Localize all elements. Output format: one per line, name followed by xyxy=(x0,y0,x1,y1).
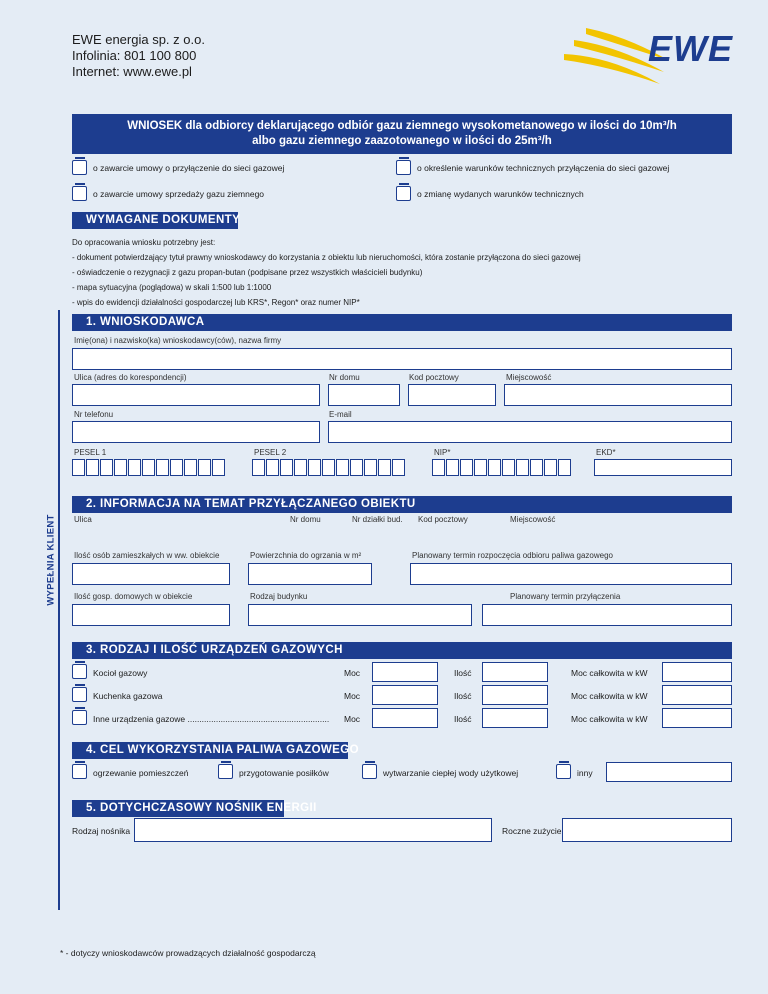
phone-input[interactable] xyxy=(72,421,320,443)
purpose-heating-checkbox[interactable] xyxy=(72,764,87,779)
pesel1-input[interactable] xyxy=(72,459,225,476)
carrier-input[interactable] xyxy=(134,818,492,842)
street-input[interactable] xyxy=(72,384,320,406)
other-total-input[interactable] xyxy=(662,708,732,728)
carrier-label: Rodzaj nośnika xyxy=(72,826,131,836)
company-hotline: Infolinia: 801 100 800 xyxy=(72,48,197,63)
purpose-label: inny xyxy=(577,768,593,778)
device-label: Kuchenka gazowa xyxy=(93,691,163,701)
option-technical-conditions-checkbox[interactable] xyxy=(396,160,411,175)
heated-area-label: Powierzchnia do ogrzania w m² xyxy=(250,551,362,560)
section1-heading: 1. WNIOSKODAWCA xyxy=(72,314,732,331)
section4-heading: 4. CEL WYKORZYSTANIA PALIWA GAZOWEGO xyxy=(72,742,348,759)
ewe-logo xyxy=(560,26,740,88)
stove-power-input[interactable] xyxy=(372,685,438,705)
logo-text: EWE xyxy=(648,28,734,69)
footnote: * - dotyczy wnioskodawców prowadzących działalność gospodarczą xyxy=(60,948,316,958)
purpose-other-checkbox[interactable] xyxy=(556,764,571,779)
device-stove-checkbox[interactable] xyxy=(72,687,87,702)
section5-heading: 5. DOTYCHCZASOWY NOŚNIK ENERGII xyxy=(72,800,284,817)
building-type-input[interactable] xyxy=(248,604,472,626)
qty-label: Ilość xyxy=(454,691,472,701)
ekd-input[interactable] xyxy=(594,459,732,476)
pesel2-label: PESEL 2 xyxy=(254,448,287,457)
title-line-2: albo gazu ziemnego zaazotowanego w ilości do 25m³/h xyxy=(252,135,552,147)
total-power-label: Moc całkowita w kW xyxy=(571,714,648,724)
other-qty-input[interactable] xyxy=(482,708,548,728)
city-input[interactable] xyxy=(504,384,732,406)
stove-qty-input[interactable] xyxy=(482,685,548,705)
pesel2-input[interactable] xyxy=(252,459,405,476)
connection-date-input[interactable] xyxy=(482,604,732,626)
device-label: Inne urządzenia gazowe ............................................................ xyxy=(93,714,330,724)
heated-area-input[interactable] xyxy=(248,563,372,585)
side-divider xyxy=(58,310,60,910)
title-line-1: WNIOSEK dla odbiorcy deklarującego odbiór gazu ziemnego wysokometanowego w ilości do 10m³/h xyxy=(127,120,677,132)
required-doc-item: - dokument potwierdzający tytuł prawny wnioskodawcy do korzystania z obiektu lub nieruchomości, która zostanie przyłączona do sieci gazowej xyxy=(72,253,581,262)
email-input[interactable] xyxy=(328,421,732,443)
object-house-no-label: Nr domu xyxy=(290,515,321,524)
street-label: Ulica (adres do korespondencji) xyxy=(74,373,187,382)
residents-label: Ilość osób zamieszkałych w ww. obiekcie xyxy=(74,551,220,560)
power-label: Moc xyxy=(344,668,361,678)
option-label: o zmianę wydanych warunków technicznych xyxy=(417,189,584,199)
applicant-name-input[interactable] xyxy=(72,348,732,370)
device-label: Kocioł gazowy xyxy=(93,668,148,678)
power-label: Moc xyxy=(344,714,361,724)
postal-code-input[interactable] xyxy=(408,384,496,406)
required-doc-item: - wpis do ewidencji działalności gospodarczej lub KRS*, Regon* oraz numer NIP* xyxy=(72,298,360,307)
qty-label: Ilość xyxy=(454,668,472,678)
applicant-name-label: Imię(ona) i nazwisko(ka) wnioskodawcy(ców), nazwa firmy xyxy=(74,336,282,345)
house-no-input[interactable] xyxy=(328,384,400,406)
email-label: E-mail xyxy=(329,410,352,419)
households-input[interactable] xyxy=(72,604,230,626)
option-sale-agreement-checkbox[interactable] xyxy=(72,186,87,201)
section2-heading: 2. INFORMACJA NA TEMAT PRZYŁĄCZANEGO OBIEKTU xyxy=(72,496,732,513)
object-street-label: Ulica xyxy=(74,515,92,524)
annual-use-label: Roczne zużycie xyxy=(502,826,562,836)
purpose-cooking-checkbox[interactable] xyxy=(218,764,233,779)
object-city-label: Miejscowość xyxy=(510,515,556,524)
total-power-label: Moc całkowita w kW xyxy=(571,691,648,701)
company-website: Internet: www.ewe.pl xyxy=(72,64,192,79)
boiler-total-input[interactable] xyxy=(662,662,732,682)
pesel1-label: PESEL 1 xyxy=(74,448,107,457)
boiler-power-input[interactable] xyxy=(372,662,438,682)
house-no-label: Nr domu xyxy=(329,373,360,382)
phone-label: Nr telefonu xyxy=(74,410,114,419)
households-label: Ilość gosp. domowych w obiekcie xyxy=(74,592,193,601)
required-doc-item: - mapa sytuacyjna (poglądowa) w skali 1:500 lub 1:1000 xyxy=(72,283,272,292)
nip-label: NIP* xyxy=(434,448,451,457)
total-power-label: Moc całkowita w kW xyxy=(571,668,648,678)
residents-input[interactable] xyxy=(72,563,230,585)
company-name: EWE energia sp. z o.o. xyxy=(72,32,205,47)
city-label: Miejscowość xyxy=(506,373,552,382)
option-connection-agreement-checkbox[interactable] xyxy=(72,160,87,175)
purpose-label: wytwarzanie ciepłej wody użytkowej xyxy=(383,768,519,778)
purpose-label: przygotowanie posiłków xyxy=(239,768,329,778)
option-change-conditions-checkbox[interactable] xyxy=(396,186,411,201)
ekd-label: EKD* xyxy=(596,448,616,457)
power-label: Moc xyxy=(344,691,361,701)
annual-use-input[interactable] xyxy=(562,818,732,842)
required-docs-heading: WYMAGANE DOKUMENTY xyxy=(72,212,238,229)
option-label: o określenie warunków technicznych przyłączenia do sieci gazowej xyxy=(417,163,670,173)
device-boiler-checkbox[interactable] xyxy=(72,664,87,679)
building-type-label: Rodzaj budynku xyxy=(250,592,308,601)
nip-input[interactable] xyxy=(432,459,571,476)
start-date-label: Planowany termin rozpoczęcia odbioru paliwa gazowego xyxy=(412,551,614,560)
device-other-checkbox[interactable] xyxy=(72,710,87,725)
option-label: o zawarcie umowy sprzedaży gazu ziemnego xyxy=(93,189,265,199)
connection-date-label: Planowany termin przyłączenia xyxy=(510,592,621,601)
required-doc-item: - oświadczenie o rezygnacji z gazu propan-butan (podpisane przez wszystkich właścicieli budynku) xyxy=(72,268,423,277)
section3-heading: 3. RODZAJ I ILOŚĆ URZĄDZEŃ GAZOWYCH xyxy=(72,642,732,659)
boiler-qty-input[interactable] xyxy=(482,662,548,682)
required-docs-intro: Do opracowania wniosku potrzebny jest: xyxy=(72,238,216,247)
purpose-other-input[interactable] xyxy=(606,762,732,782)
purpose-hot-water-checkbox[interactable] xyxy=(362,764,377,779)
other-power-input[interactable] xyxy=(372,708,438,728)
form-title xyxy=(72,114,732,154)
plot-no-label: Nr działki bud. xyxy=(352,515,403,524)
qty-label: Ilość xyxy=(454,714,472,724)
object-postal-label: Kod pocztowy xyxy=(418,515,468,524)
company-info xyxy=(72,32,205,80)
start-date-input[interactable] xyxy=(410,563,732,585)
stove-total-input[interactable] xyxy=(662,685,732,705)
postal-code-label: Kod pocztowy xyxy=(409,373,459,382)
purpose-label: ogrzewanie pomieszczeń xyxy=(93,768,189,778)
side-label: WYPEŁNIA KLIENT xyxy=(45,514,57,606)
option-label: o zawarcie umowy o przyłączenie do sieci gazowej xyxy=(93,163,285,173)
